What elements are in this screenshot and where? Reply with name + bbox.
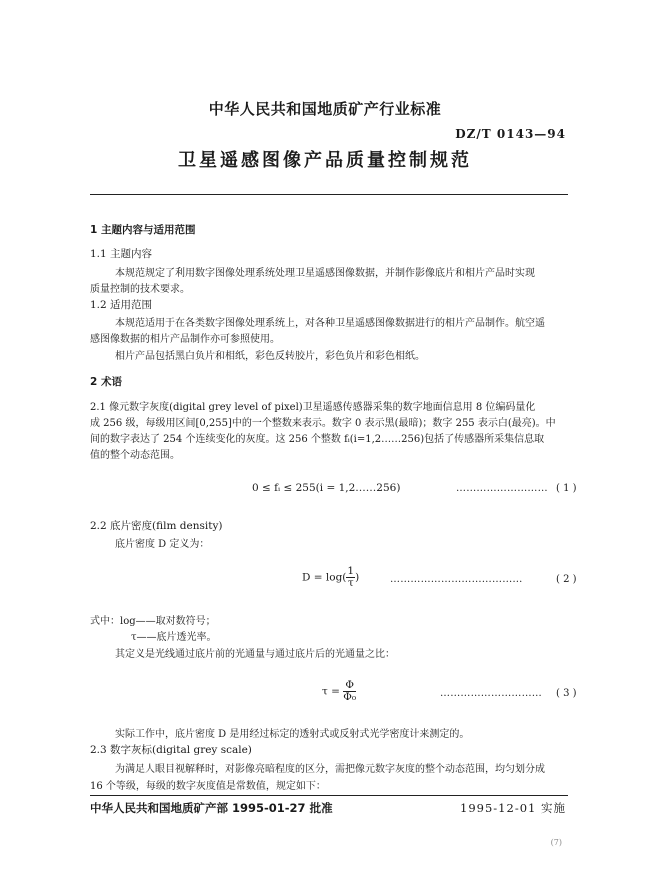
header-divider: [90, 194, 568, 195]
section-2-2-heading: 2.2 底片密度(film density): [90, 520, 223, 532]
approval-note: 中华人民共和国地质矿产部 1995-01-27 批准: [90, 801, 333, 815]
section-2-3-line-2: 16 个等级，每级的数字灰度值是常数值，规定如下：: [90, 781, 326, 792]
where-clause-2: τ——底片透光率。: [131, 632, 217, 643]
page-number: (7): [550, 838, 562, 847]
formula-2-rhs: ): [355, 571, 360, 584]
footer-divider: [90, 795, 568, 796]
section-1-2-line-3: 相片产品包括黑白负片和相纸，彩色反转胶片，彩色负片和彩色相纸。: [115, 351, 425, 362]
section-1-1-line-2: 质量控制的技术要求。: [90, 284, 190, 295]
section-2-1-line-4: 值的整个动态范围。: [90, 450, 180, 461]
section-1-1-heading: 1.1 主题内容: [90, 248, 153, 260]
document-title: 卫星遥感图像产品质量控制规范: [178, 150, 472, 171]
formula-2: [302, 566, 359, 589]
density-practice-note: 实际工作中，底片密度 D 是用经过标定的透射式或反射式光学密度计来测定的。: [115, 729, 470, 740]
section-2-heading: 2 术语: [90, 376, 122, 388]
formula-3-leader: …………………………: [440, 688, 542, 699]
formula-3-numerator: Φ: [343, 680, 356, 692]
formula-2-denominator: τ: [347, 577, 354, 590]
section-1-2-line-2: 感图像数据的相片产品制作亦可参照使用。: [90, 334, 280, 345]
section-2-1-line-3: 间的数字表达了 254 个连续变化的灰度。这 256 个整数 fᵢ(i=1,2……256)包括了传感器所采集信息取: [90, 434, 545, 445]
equation-number-3: ( 3 ): [556, 688, 577, 699]
implementation-date: 1995-12-01 实施: [460, 801, 566, 815]
equation-number-2: ( 2 ): [556, 574, 577, 585]
formula-2-numerator: 1: [347, 565, 355, 577]
where-clause-1: 式中：log——取对数符号；: [90, 616, 216, 627]
standard-code: DZ/T 0143—94: [455, 127, 566, 141]
formula-2-leader: …………………………………: [390, 574, 523, 585]
equation-number-1: ( 1 ): [556, 483, 577, 494]
section-2-2-intro: 底片密度 D 定义为：: [115, 539, 210, 550]
formula-3-lhs: τ =: [322, 685, 344, 698]
section-1-heading: 1 主题内容与适用范围: [90, 224, 196, 236]
section-2-3-line-1: 为满足人眼目视解释时，对影像亮暗程度的区分，需把像元数字灰度的整个动态范围，均匀划分成: [115, 764, 545, 775]
standard-org-title: 中华人民共和国地质矿产行业标准: [208, 100, 442, 118]
section-2-3-heading: 2.3 数字灰标(digital grey scale): [90, 744, 252, 756]
section-2-1-line-2: 成 256 级，每级用区间[0,255]中的一个整数来表示。数字 0 表示黑(最暗)；数字 255 表示白(最亮)。中: [90, 418, 556, 429]
section-2-1-line-1: 2.1 像元数字灰度(digital grey level of pixel)卫星遥感传感器采集的数字地面信息用 8 位编码量化: [90, 402, 536, 413]
formula-3: [322, 680, 356, 703]
formula-1-leader: ………………………: [456, 483, 548, 494]
section-1-2-line-1: 本规范适用于在各类数字图像处理系统上，对各种卫星遥感图像数据进行的相片产品制作。航空遥: [115, 318, 545, 329]
formula-2-lhs: D = log(: [302, 571, 347, 584]
formula-1: 0 ≤ fᵢ ≤ 255(i = 1,2……256): [252, 482, 401, 494]
formula-2-fraction: [346, 566, 355, 589]
section-1-1-line-1: 本规范规定了利用数字图像处理系统处理卫星遥感图像数据，并制作影像底片和相片产品时实现: [115, 268, 535, 279]
tau-definition: 其定义是光线通过底片前的光通量与通过底片后的光通量之比：: [115, 649, 395, 660]
section-1-2-heading: 1.2 适用范围: [90, 299, 153, 311]
formula-3-denominator: Φ₀: [343, 691, 357, 704]
formula-3-fraction: [343, 680, 356, 703]
